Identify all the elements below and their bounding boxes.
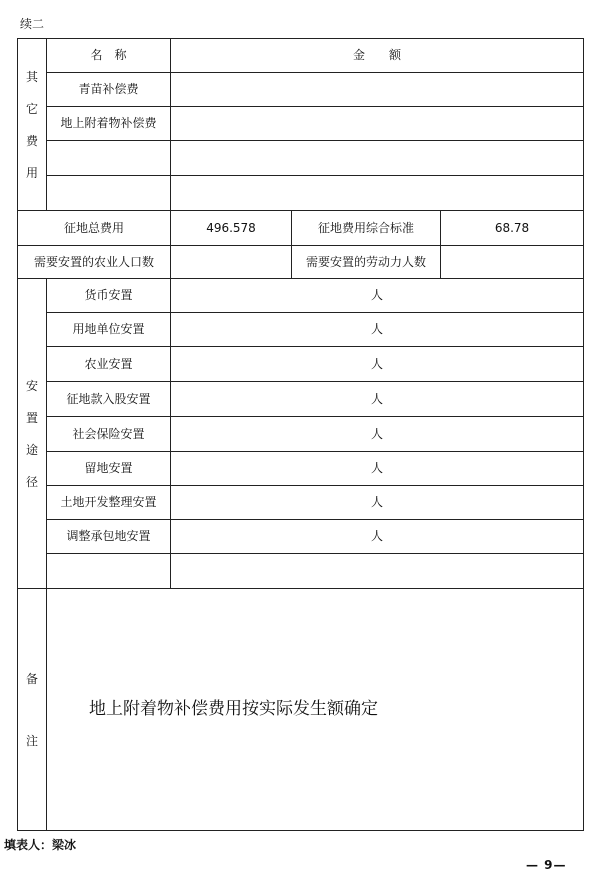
labor-count-value — [441, 246, 584, 279]
resettlement-count: 人 — [171, 347, 584, 382]
resettlement-label: 安 置 途 径 — [18, 279, 47, 589]
total-fee-value: 496.578 — [171, 211, 292, 246]
total-fee-label: 征地总费用 — [18, 211, 171, 246]
other-fee-name — [47, 176, 171, 211]
other-fee-name — [47, 141, 171, 176]
resettlement-count: 人 — [171, 279, 584, 313]
other-fee-name: 地上附着物补偿费 — [47, 107, 171, 141]
amount-column-header: 金 额 — [171, 39, 584, 73]
resettlement-count: 人 — [171, 486, 584, 520]
continuation-label: 续二 — [20, 17, 45, 31]
other-fee-amount — [171, 141, 584, 176]
fee-standard-label: 征地费用综合标准 — [292, 211, 441, 246]
agri-population-label: 需要安置的农业人口数 — [18, 246, 171, 279]
resettlement-count: 人 — [171, 417, 584, 452]
resettlement-method: 留地安置 — [47, 452, 171, 486]
fee-standard-value: 68.78 — [441, 211, 584, 246]
other-fees-label: 其 它 费 用 — [18, 39, 47, 211]
resettlement-count: 人 — [171, 452, 584, 486]
land-expropriation-form — [17, 38, 584, 831]
page-number: — 9— — [526, 858, 567, 872]
resettlement-method — [47, 554, 171, 589]
resettlement-count: 人 — [171, 313, 584, 347]
resettlement-method: 农业安置 — [47, 347, 171, 382]
resettlement-method: 土地开发整理安置 — [47, 486, 171, 520]
resettlement-count: 人 — [171, 520, 584, 554]
remarks-text: 地上附着物补偿费用按实际发生额确定 — [47, 589, 584, 831]
resettlement-method: 货币安置 — [47, 279, 171, 313]
other-fee-amount — [171, 176, 584, 211]
other-fee-amount — [171, 107, 584, 141]
other-fee-amount — [171, 73, 584, 107]
agri-population-value — [171, 246, 292, 279]
remarks-label: 备 注 — [18, 589, 47, 831]
form-filler: 填表人：梁冰 — [4, 838, 77, 852]
resettlement-count: 人 — [171, 382, 584, 417]
labor-count-label: 需要安置的劳动力人数 — [292, 246, 441, 279]
resettlement-method: 调整承包地安置 — [47, 520, 171, 554]
resettlement-method: 征地款入股安置 — [47, 382, 171, 417]
resettlement-method: 用地单位安置 — [47, 313, 171, 347]
resettlement-count — [171, 554, 584, 589]
other-fee-name: 青苗补偿费 — [47, 73, 171, 107]
name-column-header: 名 称 — [47, 39, 171, 73]
resettlement-method: 社会保险安置 — [47, 417, 171, 452]
